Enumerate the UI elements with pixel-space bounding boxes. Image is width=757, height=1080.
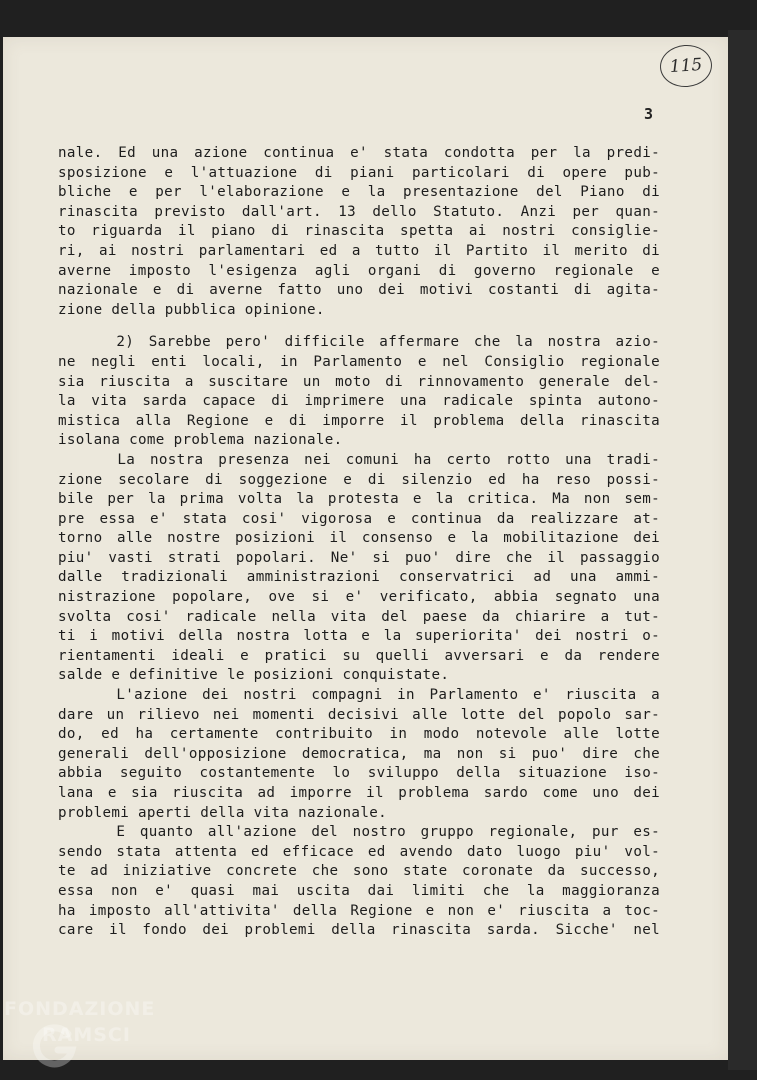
text-line: La nostra presenza nei comuni ha certo rotto una tradi- <box>58 451 660 468</box>
text-line: piu' vasti strati popolari. Ne' si puo' dire che il passaggio <box>58 549 660 566</box>
text-line: rinascita previsto dall'art. 13 dello Statuto. Anzi per quan- <box>58 203 660 220</box>
text-line: sposizione e l'attuazione di piani particolari di opere pub- <box>58 164 660 181</box>
watermark-line-2: RAMSCI <box>42 1024 131 1046</box>
paragraph-5 <box>58 823 660 941</box>
text-line: rientamenti ideali e pratici su quelli avversari e da rendere <box>58 647 660 664</box>
text-line: generali dell'opposizione democratica, ma non si puo' dire che <box>58 745 660 762</box>
text-line: to riguarda il piano di rinascita spetta ai nostri consiglie- <box>58 223 660 240</box>
text-line: averne imposto l'esigenza agli organi di governo regionale e <box>58 262 660 279</box>
text-line: pre essa e' stata cosi' vigorosa e continua da realizzare at- <box>58 510 660 527</box>
text-line: do, ed ha certamente contribuito in modo notevole alle lotte <box>58 726 660 743</box>
text-line: nistrazione popolare, ove si e' verificato, abbia segnato una <box>58 589 660 606</box>
text-line: L'azione dei nostri compagni in Parlamento e' riuscita a <box>58 687 660 704</box>
text-line: torno alle nostre posizioni il consenso e la mobilitazione dei <box>58 530 660 547</box>
text-line: dare un rilievo nei momenti decisivi alle lotte del popolo sar- <box>58 706 660 723</box>
text-line: ri, ai nostri parlamentari ed a tutto il Partito il merito di <box>58 242 660 259</box>
text-line: bliche e per l'elaborazione e la presentazione del Piano di <box>58 184 660 201</box>
text-line: problemi aperti della vita nazionale. <box>58 804 387 821</box>
text-line: abbia seguito costantemente lo sviluppo della situazione iso- <box>58 765 660 782</box>
text-line: isolana come problema nazionale. <box>58 432 343 449</box>
text-line: zione secolare di soggezione e di silenzio ed ha reso possi- <box>58 471 660 488</box>
text-line: bile per la prima volta la protesta e la critica. Ma non sem- <box>58 491 660 508</box>
fondazione-gramsci-watermark <box>4 998 194 1074</box>
text-line: svolta cosi' radicale nella vita del paese da chiarire a tut- <box>58 608 660 625</box>
text-line: la vita sarda capace di imprimere una radicale spinta autono- <box>58 393 660 410</box>
text-line: nazionale e di averne fatto uno dei motivi costanti di agita- <box>58 282 660 299</box>
text-line: zione della pubblica opinione. <box>58 301 325 318</box>
scan-right-edge <box>728 30 757 1070</box>
text-line: 2) Sarebbe pero' difficile affermare che la nostra azio- <box>58 334 660 351</box>
archive-stamp-number: 115 <box>669 54 703 78</box>
text-line: sendo stata attenta ed efficace ed avendo dato luogo piu' vol- <box>58 843 660 860</box>
text-line: ha imposto all'attivita' della Regione e non e' riuscita a toc- <box>58 902 660 919</box>
text-line: dalle tradizionali amministrazioni conservatrici ad una ammi- <box>58 569 660 586</box>
paragraph-4 <box>58 686 660 823</box>
document-body <box>58 144 660 941</box>
paragraph-2 <box>58 333 660 451</box>
watermark-line-1: FONDAZIONE <box>4 998 156 1020</box>
text-line: salde e definitive le posizioni conquistate. <box>58 667 450 684</box>
text-line: E quanto all'azione del nostro gruppo regionale, pur es- <box>58 824 660 841</box>
text-line: essa non e' quasi mai uscita dai limiti che la maggioranza <box>58 882 660 899</box>
page-number: 3 <box>644 105 654 123</box>
text-line: te ad iniziative concrete che sono state coronate da successo, <box>58 863 660 880</box>
text-line: ti i motivi della nostra lotta e la superiorita' dei nostri o- <box>58 628 660 645</box>
text-line: sia riuscita a suscitare un moto di rinnovamento generale del- <box>58 373 660 390</box>
text-line: ne negli enti locali, in Parlamento e nel Consiglio regionale <box>58 353 660 370</box>
paragraph-1 <box>58 144 660 320</box>
text-line: mistica alla Regione e di imporre il problema della rinascita <box>58 412 660 429</box>
text-line: care il fondo dei problemi della rinascita sarda. Sicche' nel <box>58 922 660 939</box>
text-line: lana e sia riuscita ad imporre il problema sardo come uno dei <box>58 785 660 801</box>
text-line: nale. Ed una azione continua e' stata condotta per la predi- <box>58 145 660 161</box>
paragraph-3 <box>58 451 660 686</box>
